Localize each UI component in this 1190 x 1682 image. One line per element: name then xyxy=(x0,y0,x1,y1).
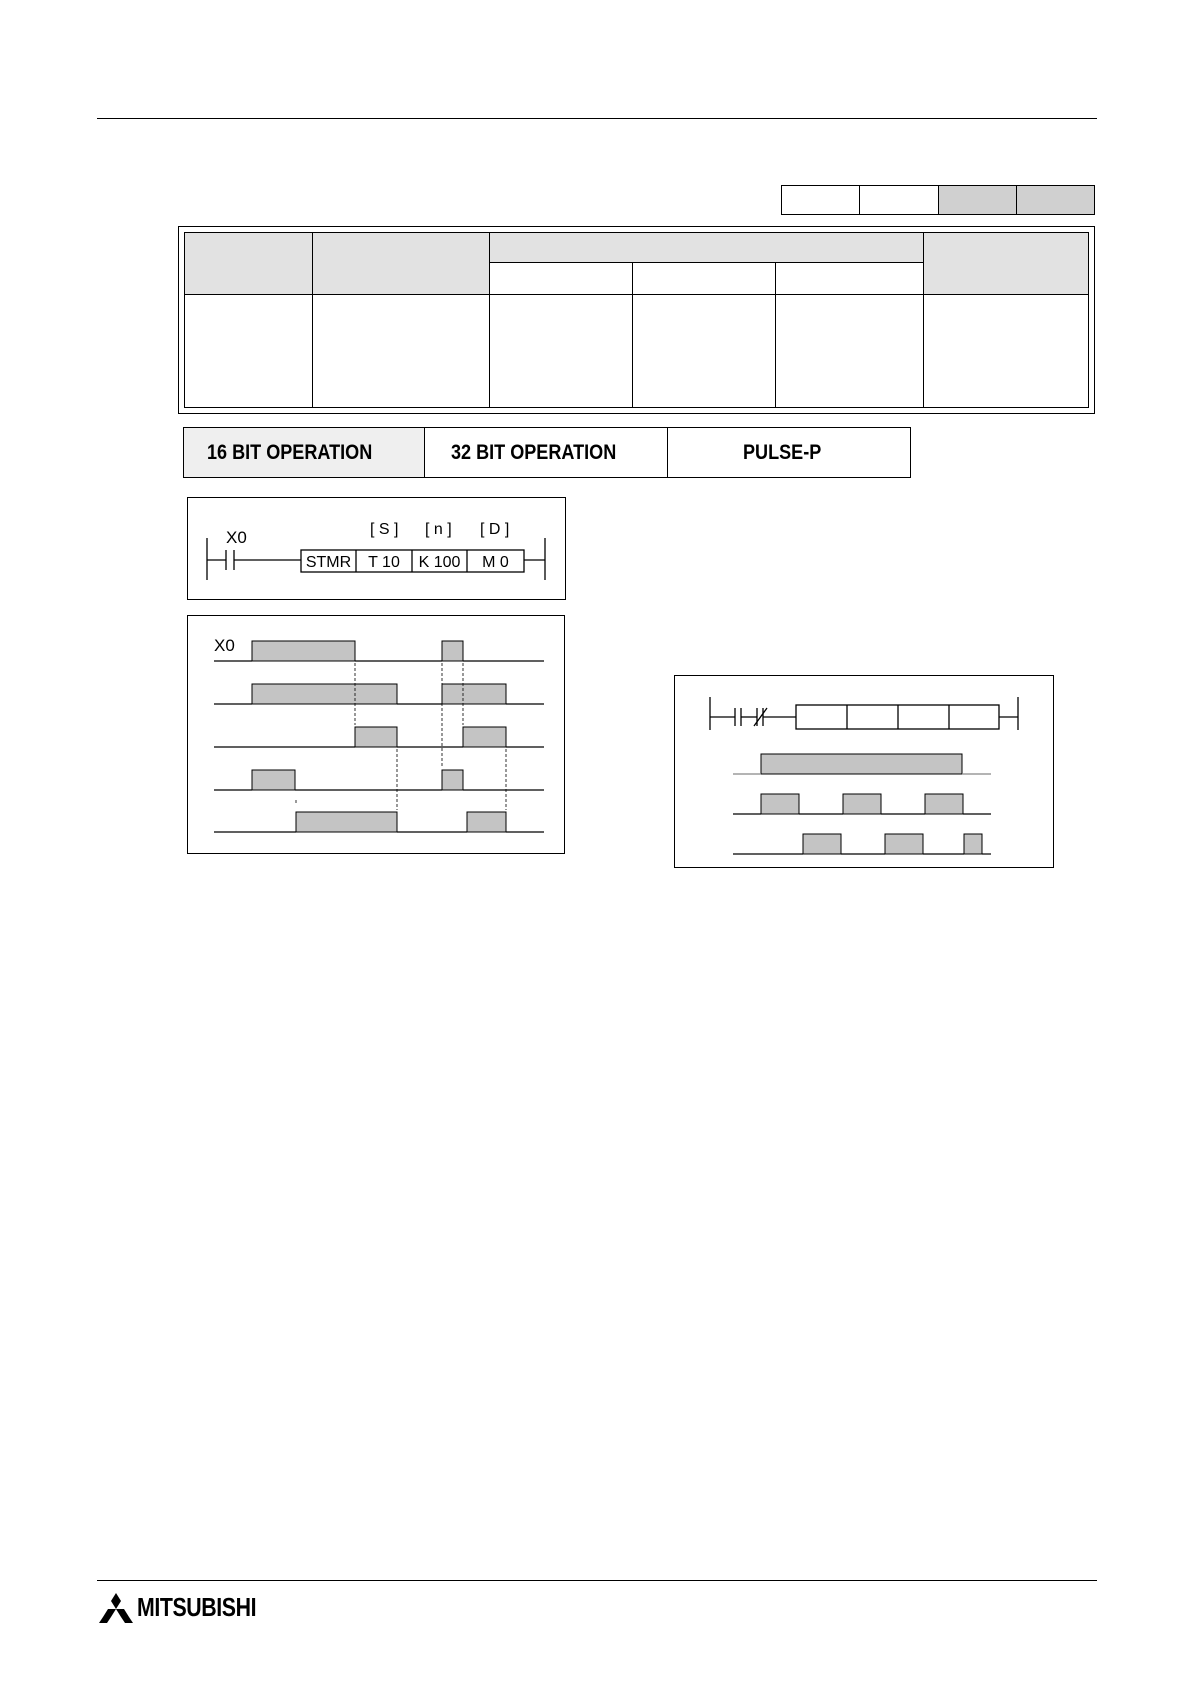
operand-n-value: K 100 xyxy=(418,554,461,571)
pulse-output-b xyxy=(964,834,982,854)
applicability-box-shaded xyxy=(1017,186,1094,214)
pulse-output-b xyxy=(885,834,923,854)
32-bit-operation-badge xyxy=(424,427,668,478)
pulse-row2 xyxy=(442,684,506,704)
timing-chart xyxy=(188,616,566,855)
pulse-output-a xyxy=(761,794,799,814)
operand-d-label: [ D ] xyxy=(480,521,510,538)
pulse-row3 xyxy=(355,727,397,747)
brand-wordmark: MITSUBISHI xyxy=(137,1592,257,1622)
table-cell xyxy=(312,294,490,408)
table-subheader-cell xyxy=(489,262,633,295)
pulse-input xyxy=(761,754,962,774)
pulse-row2 xyxy=(252,684,397,704)
pulse-row4 xyxy=(442,770,463,790)
ladder-diagram xyxy=(188,498,567,601)
alternate-example-diagram xyxy=(675,676,1055,869)
pulse-output-a xyxy=(925,794,963,814)
table-header-cell xyxy=(312,232,490,295)
mitsubishi-logo xyxy=(99,1592,282,1623)
applicability-box-shaded xyxy=(939,186,1017,214)
pulse-x0 xyxy=(252,641,355,661)
pulse-row4 xyxy=(252,770,295,790)
pulse-output-b xyxy=(803,834,841,854)
instruction-name: STMR xyxy=(305,554,352,571)
16-bit-operation-label: 16 BIT OPERATION xyxy=(207,440,373,464)
alternate-example-panel xyxy=(674,675,1054,868)
operand-s-value: T 10 xyxy=(368,554,400,571)
timing-signal-label: X0 xyxy=(214,636,235,655)
32-bit-operation-label: 32 BIT OPERATION xyxy=(451,440,617,464)
header-rule xyxy=(97,118,1097,119)
operand-n-label: [ n ] xyxy=(425,521,452,538)
table-subheader-cell xyxy=(775,262,924,295)
pulse-output-a xyxy=(843,794,881,814)
table-cell xyxy=(923,294,1089,408)
applicability-boxes xyxy=(781,185,1095,215)
table-cell xyxy=(184,294,313,408)
table-header-cell xyxy=(184,232,313,295)
pulse-p-badge xyxy=(667,427,911,478)
table-header-cell xyxy=(923,232,1089,295)
contact-label: X0 xyxy=(226,528,247,547)
pulse-row3 xyxy=(463,727,506,747)
16-bit-operation-badge xyxy=(183,427,425,478)
ladder-example-panel xyxy=(187,497,566,600)
timing-chart-panel xyxy=(187,615,565,854)
table-cell xyxy=(489,294,633,408)
pulse-row5 xyxy=(296,812,397,832)
table-cell xyxy=(775,294,924,408)
table-subheader-cell xyxy=(632,262,776,295)
operand-s-label: [ S ] xyxy=(370,521,399,538)
operand-d-value: M 0 xyxy=(482,554,509,571)
footer-rule xyxy=(97,1580,1097,1581)
pulse-x0 xyxy=(442,641,463,661)
table-header-cell-group xyxy=(489,232,924,263)
applicability-box xyxy=(860,186,938,214)
applicability-box xyxy=(782,186,860,214)
pulse-row5 xyxy=(467,812,506,832)
pulse-p-label: PULSE-P xyxy=(743,440,822,464)
three-diamonds-icon xyxy=(99,1593,133,1623)
table-cell xyxy=(632,294,776,408)
